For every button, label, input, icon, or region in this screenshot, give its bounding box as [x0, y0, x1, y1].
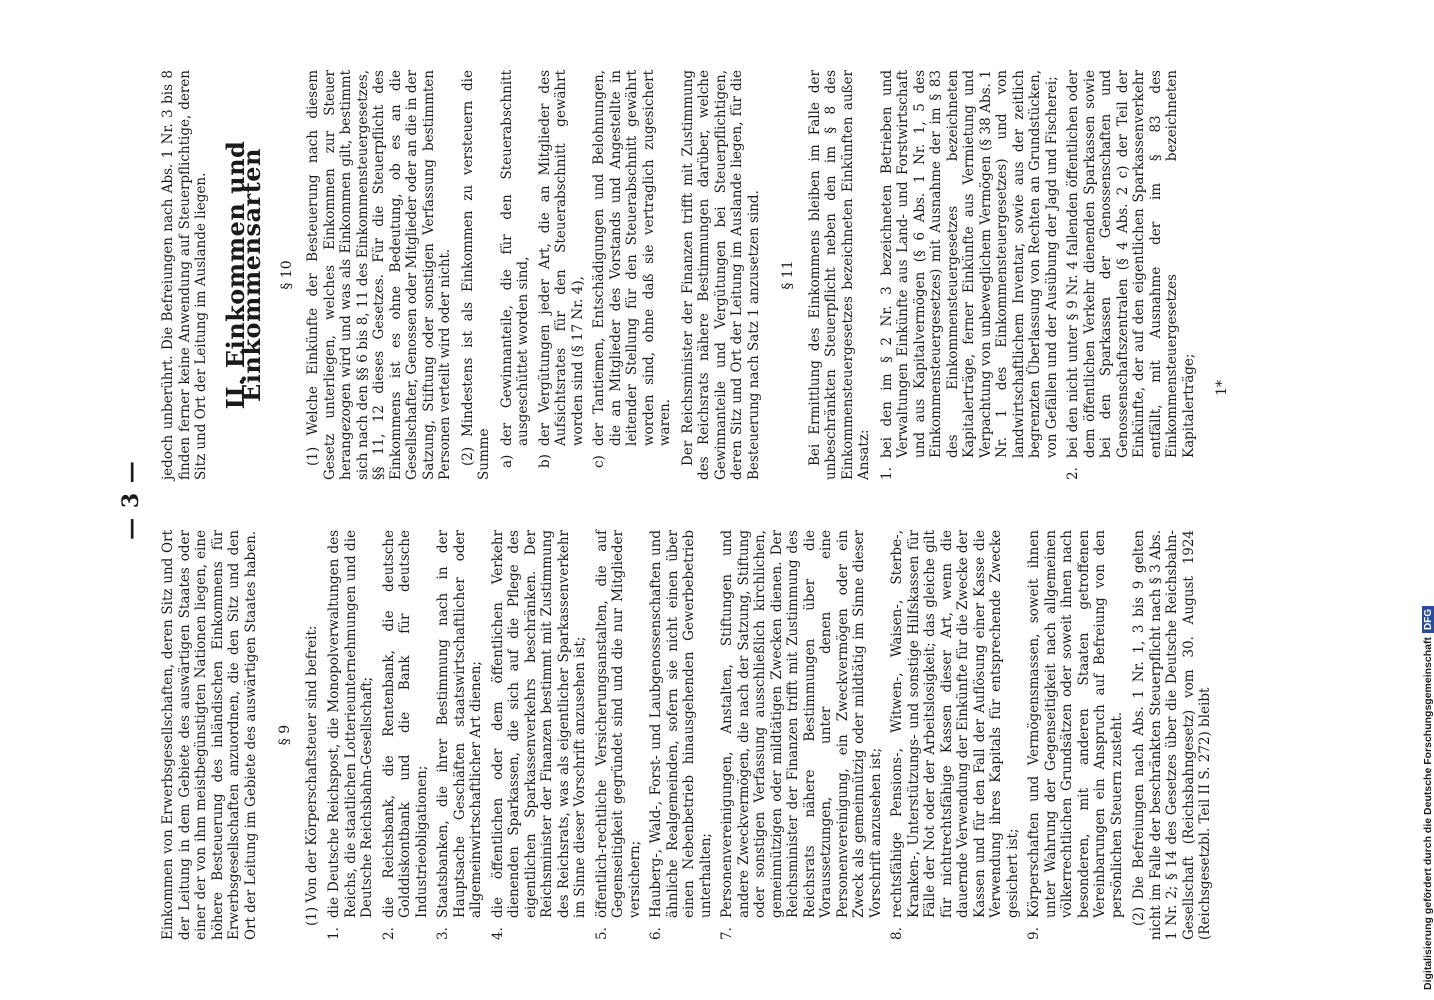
paragraph-9-subsection-2: (2) Die Befreiungen nach Abs. 1 Nr. 1, 3 bis 9 gelten nicht im Falle der beschränkten Steuerpflicht nach § 3 Abs. 1 Nr. 2; § 14 des Gesetzes über die Deutsche Reichsbahn-Gesellschaft (Reichsbahngesetz) vom 30. August 1924 (Reichsgesetzbl. Teil II S. 272) bleibt — [1131, 530, 1213, 940]
list-item-text: der Vergütungen jeder Art, die an Mitglieder des Aufsichtsrates für den Steuerabschnitt gewährt worden sind (§ 17 Nr. 4), — [536, 70, 586, 446]
list-item — [499, 70, 532, 480]
list-item-text: rechtsfähige Pensions-, Witwen-, Waisen-, Sterbe-, Kranken-, Unterstützungs- und sonstige Hilfskassen für Fälle der Not oder der Arbeitslosigkeit; das gleiche gilt für nichtrechtsfähige Kassen dieser Art, wenn die dauernde Verwendung der Einkünfte für die Zwecke der Kassen und für den Fall der Auflösung einer Kasse die Verwendung ihres Kapitals für entsprechende Zwecke gesichert ist; — [889, 530, 1021, 918]
list-item-number: 5. — [593, 927, 610, 940]
list-item-number: 9. — [1026, 927, 1042, 940]
section-heading: II. Einkommen und Einkommensarten — [220, 140, 266, 410]
list-item-text: der Tantiemen, Entschädigungen und Belohnungen, die an Mitglieder des Vorstands und Angestellte in leitender Stellung für den Steuerabschnitt gewährt worden sind, ohne daß sie vertraglich zugesichert waren. — [591, 70, 673, 446]
list-item-number: 8. — [889, 927, 905, 940]
list-item-text: der Gewinnanteile, die für den Steuerabschnitt ausgeschüttet worden sind, — [498, 70, 531, 446]
list-item — [435, 530, 485, 940]
digitization-credit: Digitalisierung gefördert durch die Deutsche Forschungsgemeinschaft — [1422, 637, 1434, 990]
paragraph-9-title: § 9 — [277, 724, 293, 746]
list-item-letter: c) — [591, 455, 607, 468]
minimum-income-list — [499, 70, 674, 480]
list-item — [594, 530, 644, 940]
signature-mark: 1* — [1214, 380, 1230, 396]
paragraph-10-subsection-2: (2) Mindestens ist als Einkommen zu versteuern die Summe — [459, 70, 492, 480]
list-item — [490, 530, 589, 940]
list-item-number: 6. — [648, 927, 664, 940]
list-item — [537, 70, 587, 480]
paragraph-9-intro: (1) Von der Körperschaftsteuer sind befreit: — [303, 625, 320, 926]
rotated-page — [110, 60, 1290, 940]
list-item-text: Staatsbanken, die ihrer Bestimmung nach in der Hauptsache Geschäften staatswirtschaftlicher oder allgemeinwirtschaftlicher Art dienen; — [435, 530, 484, 918]
list-item-number: 7. — [719, 927, 735, 940]
paragraph-11-intro: Bei Ermittlung des Einkommens bleiben im Falle der unbeschränkten Steuerpflicht neben den im § 8 des Einkommensteuergesetzes bezeichneten Einkünften außer Ansatz: — [806, 70, 872, 480]
list-item-number: 1. — [326, 927, 342, 940]
list-item-number: 2. — [1065, 467, 1081, 480]
list-item — [1026, 530, 1125, 940]
list-item-text: die Deutsche Reichspost, die Monopolverwaltungen des Reichs, die staatlichen Lotterieunternehmungen und die Deutsche Reichsbahn-Gesellschaft; — [326, 530, 375, 918]
list-item-number: 2. — [380, 927, 397, 940]
right-continuation-paragraph: jedoch unberührt. Die Befreiungen nach Abs. 1 Nr. 3 bis 8 finden ferner keine Anwendung auf Steuerpflichtige, deren Sitz und Ort der Leitung im Auslande liegen. — [160, 70, 209, 480]
left-intro-paragraph: Einkommen von Erwerbsgesellschaften, deren Sitz und Ort der Leitung in dem Gebiete des auswärtigen Staates oder einer der von ihm meistbegünstigten Nationen liegen, eine höhere Besteuerung des inländischen Einkommens für Erwerbsgesellschaften anzuordnen, die den Sitz und den Ort der Leitung im Gebiete des auswärtigen Staates haben. — [160, 530, 259, 940]
digitization-note-text — [1421, 10, 1434, 990]
list-item — [326, 530, 376, 940]
right-column — [160, 70, 1203, 480]
list-item-text: bei den nicht unter § 9 Nr. 4 fallenden öffentlichen oder dem öffentlichen Verkehr dienenden Sparkassen sowie bei den Sparkassen der Genossenschaften und Genossenschaftszentralen (§ 4 Abs. 2 c) der Teil der Einkünfte, der auf den eigentlichen Sparkassenverkehr entfällt, mit Ausnahme der im § 83 des Einkommensteuergesetzes bezeichneten Kapitalerträge; — [1065, 70, 1197, 458]
dfg-logo: DFG — [1422, 606, 1434, 633]
paragraph-10-title: § 10 — [278, 260, 295, 290]
list-item-number: 1. — [878, 467, 895, 480]
list-item — [591, 70, 674, 480]
paragraph-10-ministry-note: Der Reichsminister der Finanzen trifft mit Zustimmung des Reichsrats nähere Bestimmungen darüber, welche Gewinnanteile und Vergütungen bei Steuerpflichtigen, deren Sitz und Ort der Leitung im Auslande liegen, für die Besteuerung nach Satz 1 anzusetzen sind. — [679, 70, 762, 480]
list-item-number: 3. — [435, 927, 451, 940]
list-item-letter: b) — [536, 454, 553, 468]
list-item-text: bei den im § 2 Nr. 3 bezeichneten Betrieben und Verwaltungen Einkünfte aus Land- und Forstwirtschaft und aus Kapitalvermögen (§ 6 Abs. 1 Nr. 1, 5 des Einkommensteuergesetzes) mit Ausnahme der im § 83 des Einkommensteuergesetzes bezeichneten Kapitalerträge, ferner Einkünfte aus Vermietung und Verpachtung von unbeweglichem Vermögen (§ 38 Abs. 1 Nr. 1 des Einkommensteuergesetzes) und von landwirtschaftlichem Inventar, sowie aus der zeitlich begrenzten Überlassung von Rechten an Grundstücken, von Gefällen und der Ausübung der Jagd und Fischerei; — [878, 70, 1060, 458]
list-item-text: öffentlich-rechtliche Versicherungsanstalten, die auf Gegenseitigkeit gegründet sind und die nur Mitglieder versichern; — [593, 530, 643, 918]
list-item-text: Personenvereinigungen, Anstalten, Stiftungen und andere Zweckvermögen, die nach der Satzung, Stiftung oder sonstigen Verfassung ausschließlich kirchlichen, gemeinnützigen oder mildtätigen Zwecken dienen. Der Reichsminister der Finanzen trifft mit Zustimmung des Reichsrats nähere Bestimmungen über die Voraussetzungen, unter denen eine Personenvereinigung, ein Zweckvermögen oder ein Zweck als gemeinnützig oder mildtätig im Sinne dieser Vorschrift anzusehen ist; — [719, 530, 884, 918]
list-item-number: 4. — [489, 927, 506, 940]
list-item — [1065, 70, 1197, 480]
page-number-header: — 3 — — [118, 460, 144, 540]
list-item — [879, 70, 1061, 480]
list-item-text: Hauberg-, Wald-, Forst- und Laubgenossenschaften und ähnliche Realgemeinden, sofern sie nicht einen über einen Nebenbetrieb hinausgehenden Gewerbebetrieb unterhalten; — [648, 530, 714, 918]
list-item — [719, 530, 884, 940]
list-item — [889, 530, 1021, 940]
exemption-list — [326, 530, 1125, 940]
list-item-letter: a) — [498, 454, 515, 468]
digitization-note — [1418, 0, 1434, 1000]
list-item — [648, 530, 714, 940]
list-item-text: Körperschaften und Vermögensmassen, soweit ihnen unter Wahrung der Gegenseitigkeit nach allgemeinen völkerrechtlichen Grundsätzen oder soweit ihnen nach besonderen, mit anderen Staaten getroffenen Vereinbarungen ein Anspruch auf Befreiung von den persönlichen Steuern zusteht. — [1026, 530, 1125, 918]
list-item-text: die Reichsbank, die Rentenbank, die deutsche Golddiskontbank und die Bank für deutsche Industrieobligationen; — [380, 530, 430, 918]
list-item-text: die öffentlichen oder dem öffentlichen Verkehr dienenden Sparkassen, die sich auf die Pflege des eigentlichen Sparkassenverkehrs beschränken. Der Reichsminister der Finanzen bestimmt mit Zustimmung des Reichsrats, was als eigentlicher Sparkassenverkehr im Sinne dieser Vorschrift anzusehen ist; — [489, 530, 588, 918]
left-column — [160, 530, 1220, 940]
paragraph-10-subsection-1: (1) Welche Einkünfte der Besteuerung nach diesem Gesetz unterliegen, welches Einkommen zur Steuer herangezogen wird und was als Einkommen gilt, bestimmt sich nach den §§ 6 bis 8, 11 des Einkommensteuergesetzes, §§ 11, 12 dieses Gesetzes. Für die Steuerpflicht des Einkommens ist es ohne Bedeutung, ob es an die Gesellschafter, Genossen oder Mitglieder oder an die in der Satzung, Stiftung oder sonstigen Verfassung bestimmten Personen verteilt wird oder nicht. — [305, 70, 453, 480]
paragraph-11-title: § 11 — [780, 260, 796, 290]
list-item — [381, 530, 431, 940]
excluded-income-list — [879, 70, 1198, 480]
